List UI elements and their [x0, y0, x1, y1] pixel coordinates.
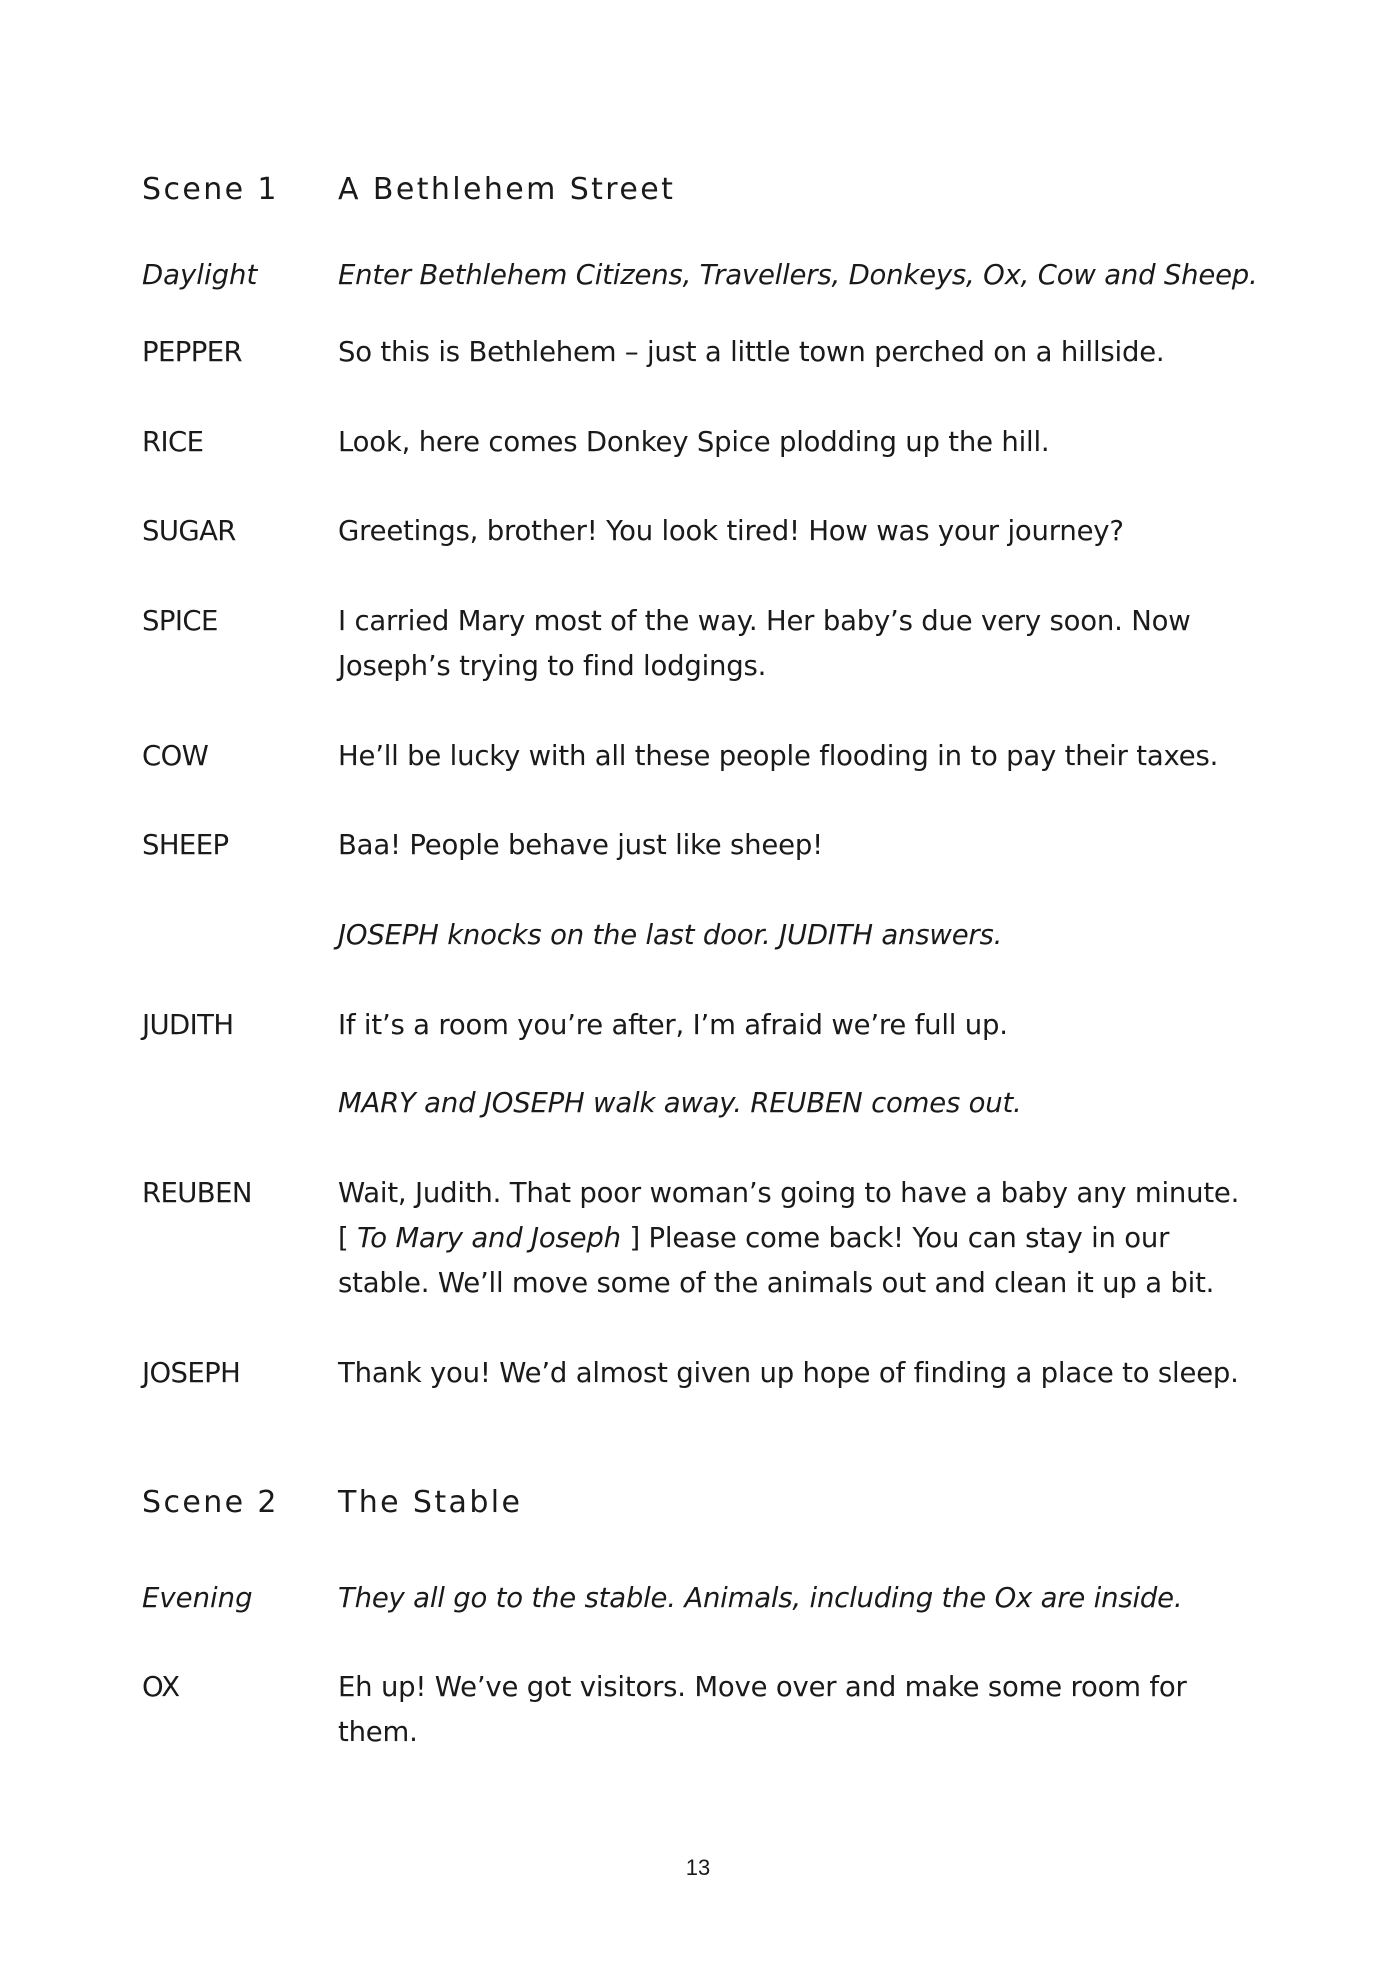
- line-text: [338, 1171, 1278, 1306]
- stage-direction: Enter Bethlehem Citizens, Travellers, Donkeys, Ox, Cow and Sheep.: [338, 259, 1258, 291]
- scene-label: Scene 1: [142, 172, 279, 207]
- speaker-name: SHEEP: [142, 829, 229, 861]
- line-text: If it’s a room you’re after, I’m afraid we’re full up.: [338, 1009, 1008, 1041]
- line-text-part: I carried Mary most of the way. Her baby’s due very soon. Now: [338, 605, 1191, 637]
- speaker-name: PEPPER: [142, 336, 243, 368]
- time-of-day: Evening: [142, 1582, 253, 1614]
- line-text-part: [338, 1216, 1278, 1261]
- line-text-part: them.: [338, 1716, 418, 1748]
- line-text-part: ] Please come back! You can stay in our: [620, 1222, 1170, 1254]
- line-text: [338, 1665, 1278, 1755]
- line-text: So this is Bethlehem – just a little town perched on a hillside.: [338, 336, 1165, 368]
- stage-direction: JOSEPH knocks on the last door. JUDITH answers.: [338, 919, 1003, 951]
- line-text-part: Joseph’s trying to find lodgings.: [338, 650, 767, 682]
- line-text: Thank you! We’d almost given up hope of finding a place to sleep.: [338, 1357, 1239, 1389]
- line-text: Look, here comes Donkey Spice plodding up the hill.: [338, 426, 1050, 458]
- line-text: [338, 599, 1278, 689]
- line-text: Baa! People behave just like sheep!: [338, 829, 823, 861]
- line-text-part: Wait, Judith. That poor woman’s going to have a baby any minute.: [338, 1177, 1240, 1209]
- speaker-name: SPICE: [142, 605, 218, 637]
- line-text: He’ll be lucky with all these people flooding in to pay their taxes.: [338, 740, 1219, 772]
- stage-direction: MARY and JOSEPH walk away. REUBEN comes out.: [338, 1087, 1022, 1119]
- line-text-part: stable. We’ll move some of the animals out and clean it up a bit.: [338, 1267, 1215, 1299]
- speaker-name: RICE: [142, 426, 204, 458]
- speaker-name: SUGAR: [142, 515, 236, 547]
- aside-direction: To Mary and Joseph: [357, 1222, 621, 1254]
- bracket-open: [: [338, 1222, 358, 1254]
- stage-direction: They all go to the stable. Animals, including the Ox are inside.: [338, 1582, 1183, 1614]
- line-text: Greetings, brother! You look tired! How was your journey?: [338, 515, 1124, 547]
- speaker-name: JUDITH: [142, 1009, 234, 1041]
- speaker-name: OX: [142, 1671, 180, 1703]
- page-number: 13: [685, 1855, 711, 1880]
- scene-title: The Stable: [338, 1485, 523, 1520]
- scene-title: A Bethlehem Street: [338, 172, 676, 207]
- speaker-name: COW: [142, 740, 209, 772]
- line-text-part: Eh up! We’ve got visitors. Move over and make some room for: [338, 1671, 1187, 1703]
- time-of-day: Daylight: [142, 259, 258, 291]
- speaker-name: REUBEN: [142, 1177, 252, 1209]
- scene-label: Scene 2: [142, 1485, 279, 1520]
- speaker-name: JOSEPH: [142, 1357, 241, 1389]
